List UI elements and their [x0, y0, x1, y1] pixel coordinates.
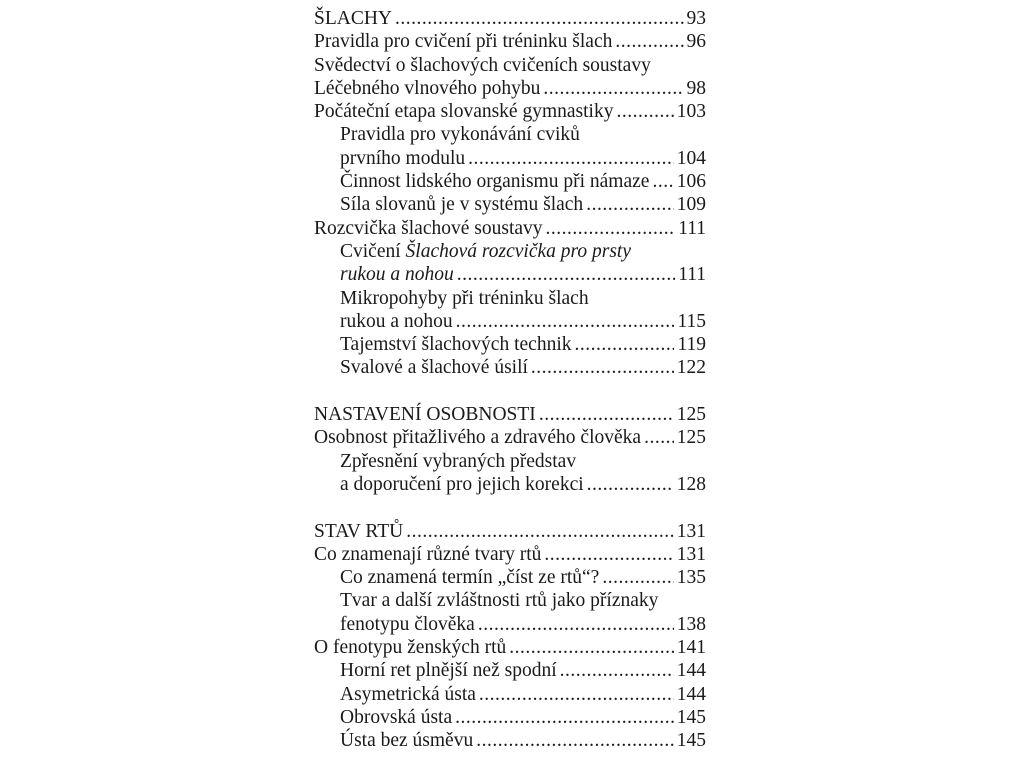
entry-title-line: rukou a nohou	[340, 264, 454, 286]
entry-page: 109	[676, 194, 706, 216]
dot-leader	[602, 566, 673, 589]
dot-leader	[478, 613, 674, 636]
dot-leader	[586, 193, 674, 216]
toc-subentry[interactable]	[314, 240, 706, 287]
entry-page: 144	[676, 660, 706, 682]
entry-title: Činnost lidského organismu při námaze	[340, 171, 650, 193]
toc-entry-chapter[interactable]	[314, 403, 706, 426]
toc-subentry[interactable]	[314, 450, 706, 497]
toc-subentry[interactable]	[314, 706, 706, 729]
entry-title: ŠLACHY	[314, 8, 393, 29]
entry-page: 138	[676, 613, 706, 635]
entry-page: 125	[676, 404, 706, 426]
dot-leader	[468, 147, 674, 170]
toc-entry[interactable]	[314, 426, 706, 449]
toc-subentry[interactable]	[314, 659, 706, 682]
entry-title-line: a doporučení pro jejich korekci	[340, 473, 584, 495]
toc-entry[interactable]	[314, 636, 706, 659]
dot-leader	[644, 426, 674, 449]
entry-page: 131	[676, 520, 706, 542]
entry-page: 145	[676, 730, 706, 752]
toc-entry[interactable]	[314, 217, 706, 240]
entry-title: Co znamenají různé tvary rtů	[314, 543, 542, 565]
toc-subentry[interactable]	[314, 333, 706, 356]
toc-subentry[interactable]	[314, 566, 706, 589]
entry-title: Svalové a šlachové úsilí	[340, 357, 528, 379]
toc-section	[314, 403, 706, 496]
entry-title-line: prvního modulu	[340, 147, 466, 169]
entry-page: 145	[676, 706, 706, 728]
dot-leader	[509, 636, 674, 659]
entry-title: Počáteční etapa slovanské gymnastiky	[314, 101, 614, 123]
entry-page: 96	[686, 31, 706, 53]
toc-subentry[interactable]	[314, 729, 706, 752]
entry-page: 122	[676, 357, 706, 379]
entry-title-line: Tvar a další zvláštnosti rtů jako příznaky	[340, 590, 659, 612]
entry-page: 144	[676, 683, 706, 705]
dot-leader	[560, 659, 674, 682]
dot-leader	[539, 403, 674, 426]
entry-title: Tajemství šlachových technik	[340, 334, 572, 356]
toc-entry[interactable]	[314, 30, 706, 53]
entry-title: Pravidla pro cvičení při tréninku šlach	[314, 31, 613, 53]
toc-section	[314, 7, 706, 380]
dot-leader	[543, 77, 683, 100]
entry-title: Osobnost přitažlivého a zdravého člověka	[314, 427, 642, 449]
entry-title-line: Svědectví o šlachových cvičeních soustavy	[314, 54, 651, 76]
toc-entry-chapter[interactable]	[314, 7, 706, 30]
dot-leader	[479, 683, 674, 706]
toc-section	[314, 520, 706, 753]
entry-page: 119	[677, 334, 706, 356]
entry-page: 111	[678, 264, 706, 286]
entry-title: Asymetrická ústa	[340, 683, 476, 705]
entry-title: Co znamená termín „číst ze rtů“?	[340, 567, 600, 589]
entry-title-line: Pravidla pro vykonávání cviků	[340, 124, 580, 146]
entry-title-line: rukou a nohou	[340, 310, 453, 332]
entry-page: 111	[678, 217, 706, 239]
dot-leader	[455, 706, 674, 729]
entry-page: 93	[686, 8, 706, 29]
entry-title-line: Léčebného vlnového pohybu	[314, 77, 541, 99]
toc-subentry[interactable]	[314, 287, 706, 334]
entry-page: 135	[676, 567, 706, 589]
entry-page: 115	[677, 310, 706, 332]
entry-page: 131	[676, 543, 706, 565]
dot-leader	[406, 520, 674, 543]
dot-leader	[544, 543, 673, 566]
toc-subentry[interactable]	[314, 589, 706, 636]
dot-leader	[546, 217, 676, 240]
dot-leader	[575, 333, 675, 356]
entry-title: Rozcvička šlachové soustavy	[314, 217, 543, 239]
entry-title-italic: Šlachová rozcvička pro prsty	[405, 240, 631, 262]
entry-page: 106	[676, 171, 706, 193]
dot-leader	[587, 473, 674, 496]
entry-title: NASTAVENÍ OSOBNOSTI	[314, 404, 536, 426]
entry-title-line: Cvičení Šlachová rozcvička pro prsty	[340, 240, 631, 262]
entry-page: 125	[676, 427, 706, 449]
toc-entry[interactable]	[314, 100, 706, 123]
table-of-contents	[314, 7, 706, 753]
entry-title: STAV RTŮ	[314, 520, 404, 542]
dot-leader	[457, 263, 675, 286]
dot-leader	[616, 100, 673, 123]
toc-subentry[interactable]	[314, 123, 706, 170]
toc-subentry[interactable]	[314, 356, 706, 379]
toc-subentry[interactable]	[314, 170, 706, 193]
entry-page: 128	[676, 473, 706, 495]
toc-entry[interactable]	[314, 54, 706, 101]
entry-title: Obrovská ústa	[340, 706, 453, 728]
entry-title: Síla slovanů je v systému šlach	[340, 194, 584, 216]
entry-title-line: Zpřesnění vybraných představ	[340, 450, 577, 472]
dot-leader	[531, 356, 674, 379]
entry-page: 103	[676, 101, 706, 123]
entry-title: Horní ret plnější než spodní	[340, 660, 557, 682]
toc-entry[interactable]	[314, 543, 706, 566]
dot-leader	[652, 170, 673, 193]
dot-leader	[395, 7, 683, 30]
entry-title: Ústa bez úsměvu	[340, 730, 474, 752]
dot-leader	[615, 30, 683, 53]
toc-subentry[interactable]	[314, 683, 706, 706]
section-gap	[314, 380, 706, 403]
section-gap	[314, 496, 706, 519]
dot-leader	[476, 729, 674, 752]
entry-title: O fenotypu ženských rtů	[314, 637, 507, 659]
entry-page: 98	[686, 77, 706, 99]
entry-title-line: fenotypu člověka	[340, 613, 475, 635]
entry-page: 104	[676, 147, 706, 169]
dot-leader	[456, 310, 675, 333]
toc-entry-chapter[interactable]	[314, 520, 706, 543]
entry-page: 141	[676, 637, 706, 659]
toc-subentry[interactable]	[314, 193, 706, 216]
entry-title-line: Mikropohyby při tréninku šlach	[340, 287, 589, 309]
